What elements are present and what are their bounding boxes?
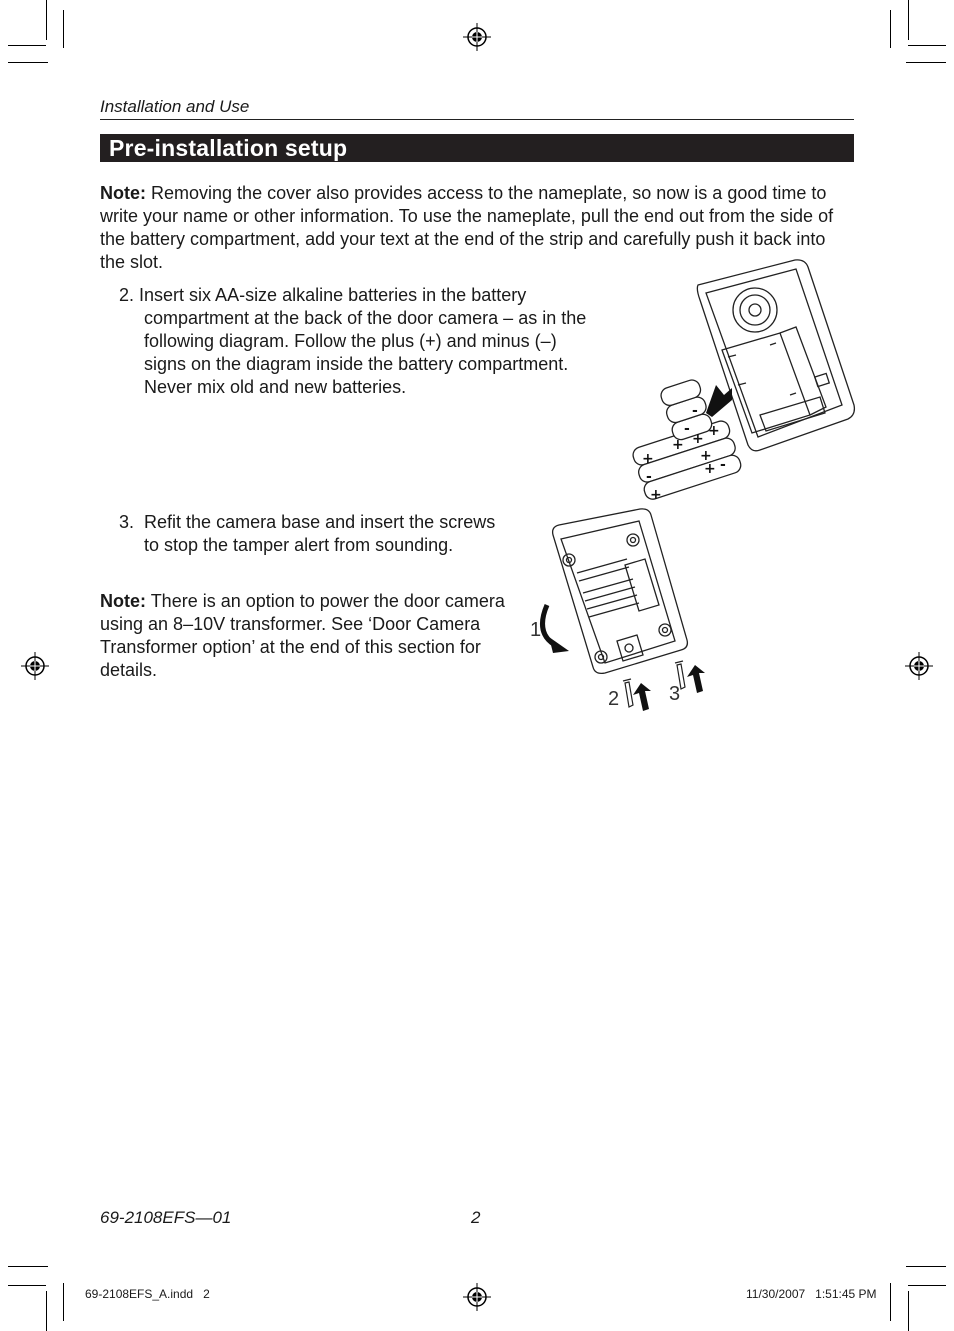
callout-1: 1 <box>530 619 542 641</box>
step-3 <box>119 511 499 557</box>
step-2 <box>119 284 589 399</box>
rotate-arrow-icon <box>543 605 570 653</box>
svg-text:-: - <box>646 469 652 485</box>
registration-mark-icon <box>905 652 933 680</box>
registration-mark-icon <box>463 1283 491 1311</box>
registration-mark-icon <box>463 23 491 51</box>
note-text: Removing the cover also provides access to the nameplate, so now is a good time to write your name or other information. To use the nameplate, pull the end out from the side of the battery compartment, add your text at the end of the strip and carefully push it back into the slot. <box>100 183 834 272</box>
callout-2: 2 <box>608 688 620 710</box>
registration-mark-icon <box>21 652 49 680</box>
svg-text:+: + <box>672 437 684 453</box>
document-code: 69-2108EFS—01 <box>100 1208 232 1227</box>
crop-mark <box>8 1266 48 1267</box>
svg-text:+: + <box>704 461 716 477</box>
crop-mark <box>906 62 946 63</box>
crop-mark <box>8 1285 46 1286</box>
svg-text:-: - <box>720 457 726 473</box>
note-paragraph <box>100 590 520 682</box>
svg-text:+: + <box>708 423 720 439</box>
arrow-icon <box>687 665 705 693</box>
battery-installation-diagram <box>620 255 860 510</box>
crop-mark <box>63 1283 64 1321</box>
crop-mark <box>908 1285 946 1286</box>
svg-text:+: + <box>700 448 712 464</box>
arrow-icon <box>633 683 651 711</box>
slug-timestamp: 11/30/2007 1:51:45 PM <box>746 1287 877 1301</box>
page-number: 2 <box>471 1208 481 1227</box>
crop-mark <box>906 1266 946 1267</box>
step-number: 3. <box>119 512 135 532</box>
crop-mark <box>890 10 891 48</box>
camera-base-illustration <box>553 509 688 674</box>
note-label: Note: <box>100 591 146 611</box>
svg-text:+: + <box>650 487 662 503</box>
step-text: Insert six AA-size alkaline batteries in the battery compartment at the back of the door camera – as in the following diagram. Follow the plus (+) and minus (–) signs on the diagram inside the battery compartment. Never mix old and new batteries. <box>139 285 587 397</box>
screw-icon <box>623 679 633 707</box>
running-head: Installation and Use <box>100 97 250 116</box>
svg-text:-: - <box>684 421 690 437</box>
arrow-icon <box>706 385 732 417</box>
crop-mark <box>8 45 46 46</box>
header-rule <box>100 119 854 120</box>
svg-text:+: + <box>692 431 704 447</box>
section-title: Pre-installation setup <box>109 135 348 161</box>
crop-mark <box>63 10 64 48</box>
crop-mark <box>46 1291 47 1331</box>
crop-mark <box>890 1283 891 1321</box>
svg-text:-: - <box>692 403 698 419</box>
crop-mark <box>908 45 946 46</box>
crop-mark <box>8 62 48 63</box>
callout-3: 3 <box>669 683 681 705</box>
svg-text:+: + <box>642 451 654 467</box>
crop-mark <box>46 0 47 40</box>
slug-filename: 69-2108EFS_A.indd 2 <box>85 1287 210 1301</box>
step-text: Refit the camera base and insert the screws to stop the tamper alert from sounding. <box>144 512 496 555</box>
crop-mark <box>908 0 909 40</box>
crop-mark <box>908 1291 909 1331</box>
battery-pack-illustration <box>620 373 743 503</box>
step-number: 2. <box>119 285 135 305</box>
section-title-bar <box>100 134 854 162</box>
note-text: There is an option to power the door camera using an 8–10V transformer. See ‘Door Camera Transformer option’ at the end of this section for details. <box>100 591 505 680</box>
base-refit-diagram <box>525 505 725 715</box>
note-label: Note: <box>100 183 146 203</box>
